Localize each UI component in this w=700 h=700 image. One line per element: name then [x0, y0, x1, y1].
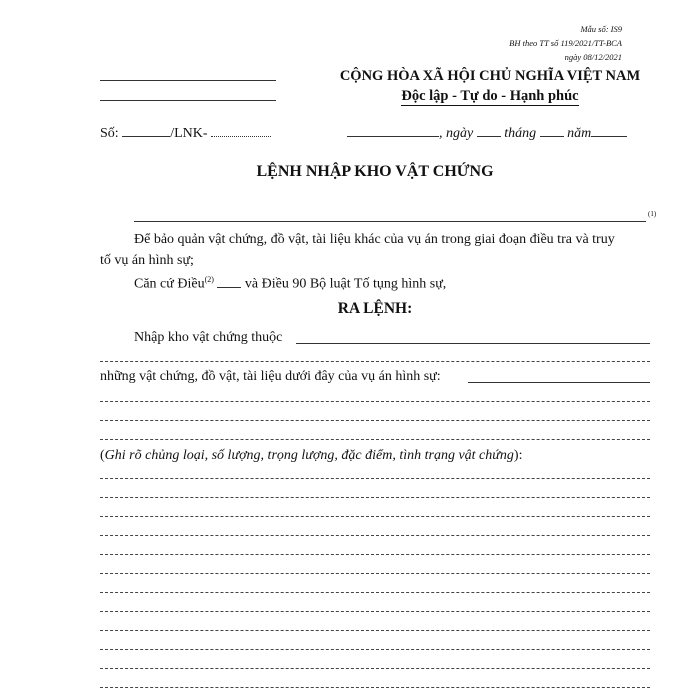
detail-line[interactable] — [100, 611, 650, 612]
import-field[interactable] — [296, 343, 650, 344]
basis-suffix: và Điều 90 Bộ luật Tố tụng hình sự, — [244, 276, 447, 292]
detail-open-paren: ( — [100, 448, 105, 463]
lnk-field[interactable] — [211, 136, 271, 137]
detail-line[interactable] — [100, 478, 650, 479]
basis-prefix: Căn cứ Điều — [134, 276, 205, 292]
form-code-circular: BH theo TT số 119/2021/TT-BCA — [509, 38, 622, 48]
form-code — [509, 22, 622, 64]
agency-line-2[interactable] — [100, 100, 276, 101]
purpose-paragraph-line-1: Để bảo quản vật chứng, đồ vật, tài liệu khác của vụ án trong giai đoạn điều tra và truy — [134, 232, 615, 247]
items-line-2[interactable] — [100, 420, 650, 421]
number-label: Số: — [100, 126, 119, 141]
import-continuation-line[interactable] — [100, 361, 650, 362]
items-line-3[interactable] — [100, 439, 650, 440]
detail-line[interactable] — [100, 573, 650, 574]
order-heading: RA LỆNH: — [337, 300, 413, 317]
year-field[interactable] — [591, 136, 627, 137]
lnk-label: /LNK- — [170, 126, 208, 141]
detail-line[interactable] — [100, 668, 650, 669]
month-field[interactable] — [540, 136, 564, 137]
detail-line[interactable] — [100, 535, 650, 536]
detail-line[interactable] — [100, 516, 650, 517]
legal-basis — [134, 275, 446, 293]
motto-text: Độc lập - Tự do - Hạnh phúc — [401, 88, 579, 104]
items-line-1[interactable] — [100, 401, 650, 402]
place-date — [347, 126, 627, 142]
authority-line[interactable] — [134, 221, 646, 222]
detail-line[interactable] — [100, 630, 650, 631]
place-field[interactable] — [347, 136, 439, 137]
detail-line[interactable] — [100, 554, 650, 555]
items-field[interactable] — [468, 382, 650, 383]
detail-note: Ghi rõ chủng loại, số lượng, trọng lượng, đặc điểm, tình trạng vật chứng — [104, 448, 514, 463]
note-2: (2) — [204, 275, 214, 284]
detail-instruction — [100, 448, 522, 464]
detail-line[interactable] — [100, 592, 650, 593]
document-number — [100, 126, 271, 142]
purpose-paragraph-line-2: tố vụ án hình sự; — [100, 253, 194, 268]
number-field[interactable] — [122, 136, 170, 137]
day-field[interactable] — [477, 136, 501, 137]
national-title: CỘNG HÒA XÃ HỘI CHỦ NGHĨA VIỆT NAM — [339, 68, 641, 84]
year-label: năm — [567, 126, 592, 141]
day-label: , ngày — [439, 126, 474, 141]
items-label: những vật chứng, đồ vật, tài liệu dưới đây của vụ án hình sự: — [100, 369, 441, 384]
form-code-number: Mẫu số: IS9 — [580, 24, 622, 34]
import-label: Nhập kho vật chứng thuộc — [134, 330, 283, 345]
document-title: LỆNH NHẬP KHO VẬT CHỨNG — [256, 163, 494, 180]
month-label: tháng — [504, 126, 537, 141]
detail-line[interactable] — [100, 497, 650, 498]
article-field[interactable] — [217, 287, 241, 288]
agency-line-1[interactable] — [100, 80, 276, 81]
detail-line[interactable] — [100, 687, 650, 688]
note-1: (1) — [648, 210, 657, 218]
motto — [330, 88, 650, 105]
detail-line[interactable] — [100, 649, 650, 650]
form-code-date: ngày 08/12/2021 — [564, 52, 622, 62]
detail-close-paren: ): — [513, 448, 523, 463]
